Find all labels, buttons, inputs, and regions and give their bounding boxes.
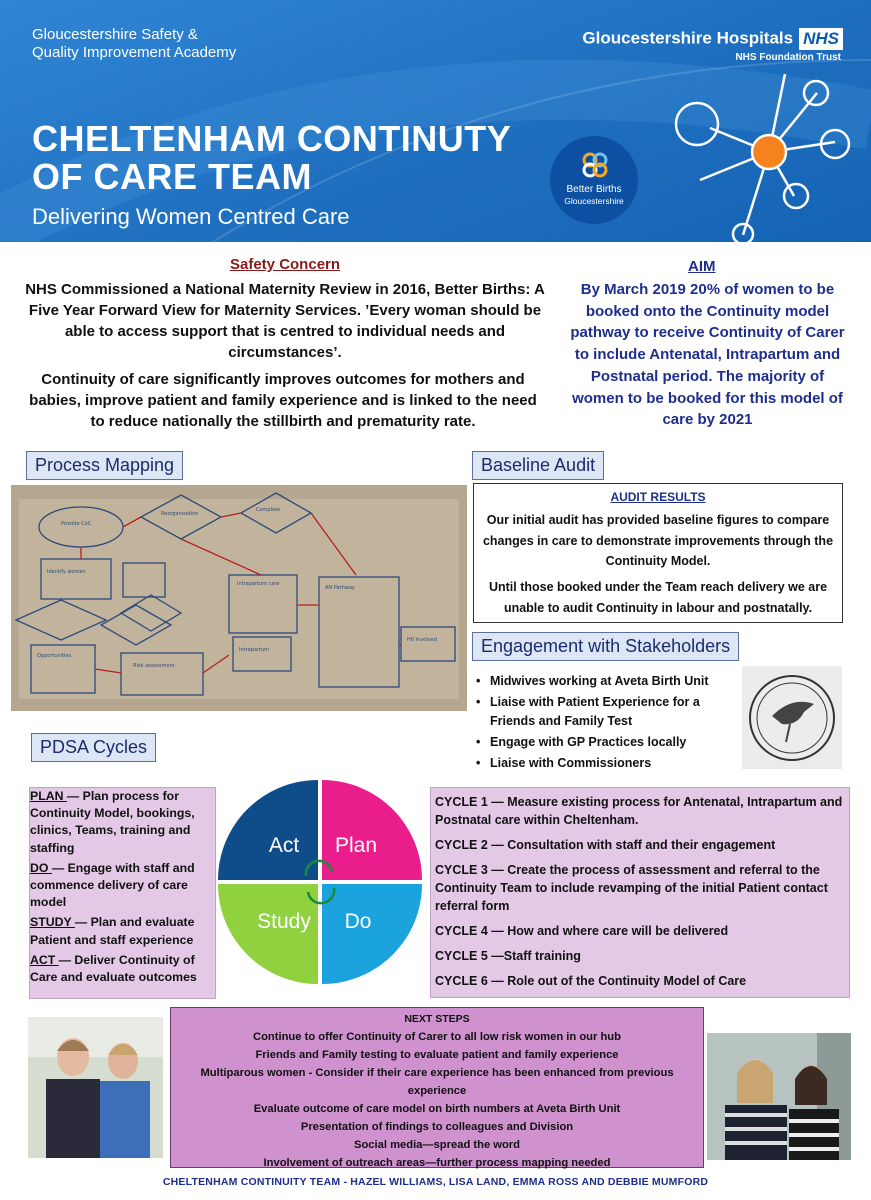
pdsa-cycle-diagram [218, 780, 422, 990]
network-icon [660, 70, 871, 242]
list-item: • Liaise with Commissioners [476, 754, 738, 773]
cycle-item: CYCLE 1 — Measure existing process for Antenatal, Intrapartum and Postnatal care within Cheltenham. [435, 795, 843, 827]
baseline-audit-label: Baseline Audit [472, 451, 604, 480]
svg-text:Intrapartum: Intrapartum [239, 647, 270, 653]
process-mapping-label: Process Mapping [26, 451, 183, 480]
next-step-item: Friends and Family testing to evaluate patient and family experience [255, 1049, 619, 1061]
pdsa-study: STUDY — Plan and evaluate Patient and staff experience [30, 915, 195, 947]
svg-text:Identify women: Identify women [47, 569, 86, 575]
aim-heading: AIM [688, 258, 716, 275]
audit-results-heading: AUDIT RESULTS [610, 490, 706, 504]
study-quadrant [218, 884, 318, 984]
svg-text:Reorganisation: Reorganisation [161, 511, 199, 517]
poster-subtitle: Delivering Women Centred Care [32, 204, 350, 229]
plan-quadrant [322, 780, 422, 880]
safety-concern-heading: Safety Concern [230, 256, 341, 273]
next-step-item: Multiparous women - Consider if their care experience has been enhanced from previous experience [200, 1067, 674, 1097]
list-item: • Midwives working at Aveta Birth Unit [476, 672, 738, 691]
study-label: Study [257, 910, 311, 933]
poster-header [0, 0, 871, 242]
pdsa-do: DO — Engage with staff and commence delivery of care model [30, 860, 195, 910]
audit-paragraph-2: Until those booked under the Team reach delivery we are unable to audit Continuity in labour and postnatally. [488, 580, 828, 615]
cycle-item: CYCLE 2 — Consultation with staff and their engagement [435, 838, 776, 852]
next-step-item: Presentation of findings to colleagues and Division [300, 1121, 574, 1133]
svg-text:Intrapartum care: Intrapartum care [237, 581, 280, 587]
act-quadrant [218, 780, 318, 880]
process-map-photo [11, 485, 467, 711]
pdsa-description-box [29, 787, 216, 999]
safety-concern-paragraph-2: Continuity of care significantly improves outcomes for mothers and babies, improve patient and family experience and is linked to the need to reduce nationally the stillbirth and prematurity rate. [29, 371, 537, 430]
svg-text:Risk assessment: Risk assessment [133, 663, 175, 669]
nhs-logo: NHS [799, 28, 843, 50]
audit-paragraph-1: Our initial audit has provided baseline figures to compare changes in care to demonstrate improvements through the Continuity Model. [482, 513, 834, 568]
cycles-box [430, 787, 850, 998]
pdsa-plan: PLAN — Plan process for Continuity Model, bookings, clinics, Teams, training and staffing [30, 789, 195, 855]
cycle-item: CYCLE 6 — Role out of the Continuity Model of Care [435, 974, 747, 988]
rings-icon [580, 150, 610, 180]
process-map-sketch [11, 485, 467, 711]
aim-text: By March 2019 20% of women to be booked onto the Continuity model pathway to receive Continuity of Carer to include Antenatal, Intrapartum and Postnatal period. The majority of women to be booked for this model of care by 2021 [570, 281, 845, 429]
next-step-item: Continue to offer Continuity of Carer to all low risk women in our hub [253, 1031, 621, 1043]
poster-title: CHELTENHAM CONTINUTY OF CARE TEAM [32, 118, 512, 197]
hospital-logo: Gloucestershire Hospitals NHS [582, 28, 843, 50]
next-step-item: Evaluate outcome of care model on birth numbers at Aveta Birth Unit [253, 1103, 621, 1115]
do-label: Do [344, 910, 372, 933]
team-members-footer: CHELTENHAM CONTINUITY TEAM - HAZEL WILLIAMS, LISA LAND, EMMA ROSS AND DEBBIE MUMFORD [162, 1176, 709, 1188]
engagement-list [476, 672, 738, 775]
pdsa-act: ACT — Deliver Continuity of Care and evaluate outcomes [30, 952, 197, 985]
pdsa-label: PDSA Cycles [31, 733, 156, 762]
svg-text:Opportunities: Opportunities [37, 653, 72, 659]
cycle-item: CYCLE 3 — Create the process of assessment and referral to the Continuity Team to include revamping of the initial Patient contact referral form [435, 863, 828, 913]
next-step-item: Social media—spread the word [354, 1139, 520, 1151]
svg-text:Provide CoC: Provide CoC [61, 521, 92, 527]
cycle-item: CYCLE 5 —Staff training [435, 949, 581, 963]
audit-results-box [473, 483, 843, 623]
engagement-label: Engagement with Stakeholders [472, 632, 739, 661]
svg-text:AN Pathway: AN Pathway [325, 585, 355, 591]
list-item: • Liaise with Patient Experience for a Friends and Family Test [476, 693, 738, 731]
svg-text:HV involved: HV involved [407, 637, 437, 643]
plan-label: Plan [334, 834, 378, 857]
team-photo-left [28, 1017, 163, 1158]
next-steps-heading: NEXT STEPS [404, 1013, 470, 1025]
act-label: Act [268, 834, 300, 857]
svg-text:Complete: Complete [256, 507, 281, 513]
do-quadrant [322, 884, 422, 984]
team-photo-right [707, 1033, 851, 1160]
cycle-item: CYCLE 4 — How and where care will be delivered [435, 924, 729, 938]
safety-concern-paragraph-1: NHS Commissioned a National Maternity Review in 2016, Better Births: A Five Year Forward View for Maternity Services. ’Every woman should be able to access support that is centred to individual needs and circumstances’. [25, 281, 545, 361]
aveta-caseload-stamp [742, 666, 842, 769]
better-births-badge: Better Births Gloucestershire [550, 136, 638, 224]
academy-name: Gloucestershire Safety & Quality Improvement Academy [32, 26, 237, 61]
stamp-graphic [742, 666, 842, 769]
list-item: • Engage with GP Practices locally [476, 733, 738, 752]
next-steps-box [170, 1007, 704, 1168]
next-step-item: Involvement of outreach areas—further process mapping needed [263, 1157, 611, 1169]
trust-name: NHS Foundation Trust [735, 52, 841, 63]
